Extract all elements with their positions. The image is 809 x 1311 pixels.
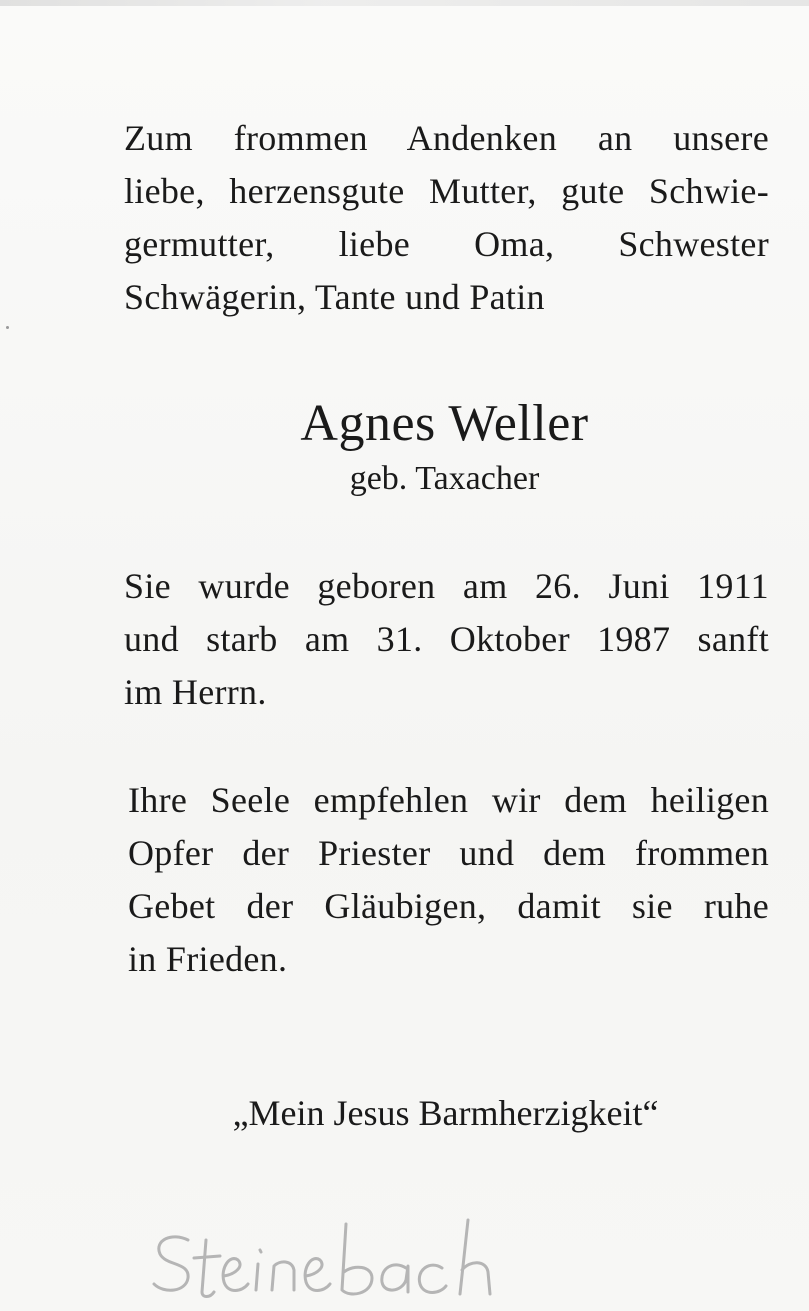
prayer-line: Gebet der Gläubigen, damit sie ruhe xyxy=(128,886,769,926)
dates-line: Sie wurde geboren am 26. Juni 1911 xyxy=(124,566,769,606)
deceased-name-block xyxy=(0,392,809,502)
deceased-name: Agnes Weller xyxy=(300,395,589,452)
intro-line: germutter, liebe Oma, Schwester xyxy=(124,224,769,264)
prayer-line: Opfer der Priester und dem frommen xyxy=(128,833,769,873)
intro-line: liebe, herzensgute Mutter, gute Schwie- xyxy=(124,171,769,211)
prayer-line: Ihre Seele empfehlen wir dem heiligen xyxy=(128,780,769,820)
dates-line: im Herrn. xyxy=(124,672,267,712)
card-top-edge xyxy=(0,0,809,6)
maiden-name: geb. Taxacher xyxy=(349,460,540,497)
intro-line: Zum frommen Andenken an unsere xyxy=(124,118,769,158)
prayer-paragraph xyxy=(128,774,769,986)
intro-paragraph xyxy=(124,112,769,324)
dates-line: und starb am 31. Oktober 1987 sanft xyxy=(124,619,769,659)
paper-speck xyxy=(6,326,9,329)
intro-line: Schwägerin, Tante und Patin xyxy=(124,277,545,317)
dates-paragraph xyxy=(124,560,769,719)
motto: „Mein Jesus Barmherzigkeit“ xyxy=(232,1093,659,1133)
prayer-line: in Frieden. xyxy=(128,939,288,979)
pencil-handwriting xyxy=(150,1210,560,1310)
